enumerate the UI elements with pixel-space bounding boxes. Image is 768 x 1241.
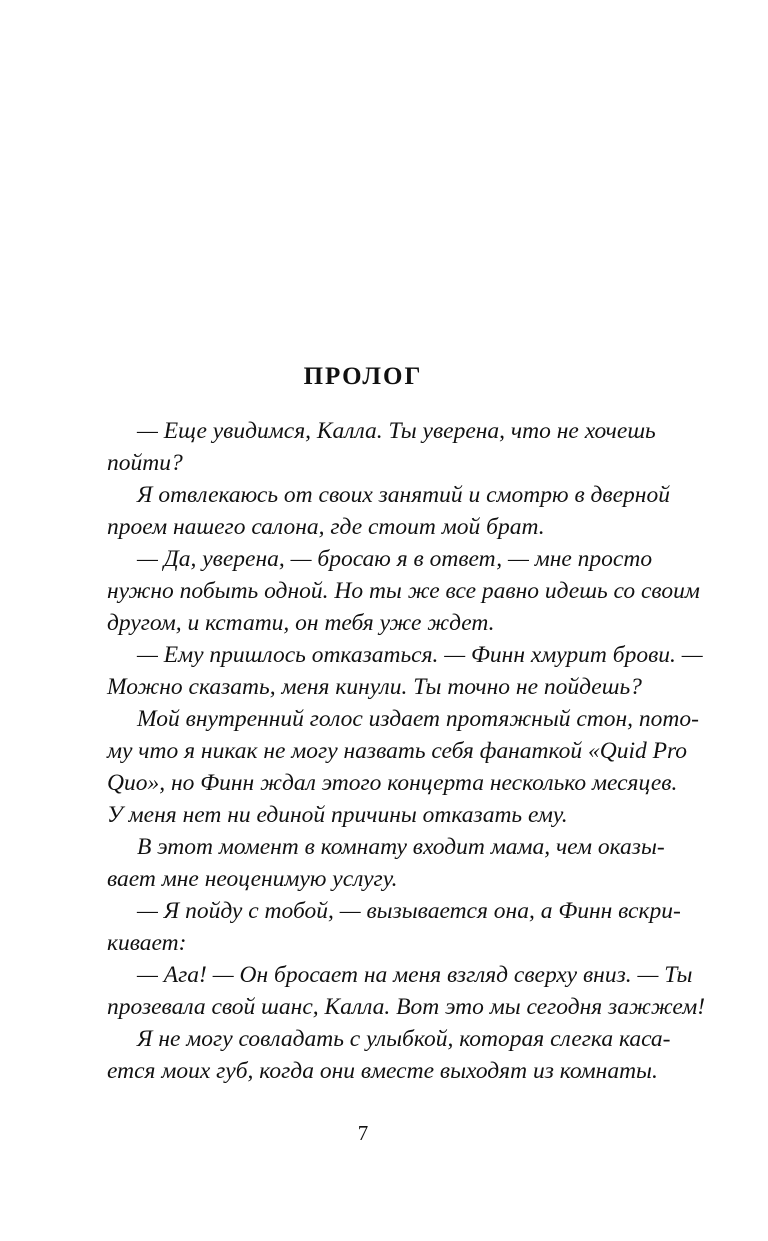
text-line: нужно побыть одной. Но ты же все равно идешь со своим: [107, 578, 700, 604]
paragraph: [77, 703, 699, 831]
text-line: прозевала свой шанс, Калла. Вот это мы сегодня зажжем!: [107, 994, 706, 1020]
text-line: — Еще увидимся, Калла. Ты уверена, что не хочешь: [137, 418, 656, 444]
paragraph: [77, 959, 706, 1023]
text-line: му что я никак не могу назвать себя фанаткой «Quid Pro: [107, 738, 687, 764]
text-line: Я отвлекаюсь от своих занятий и смотрю в дверной: [137, 482, 670, 508]
paragraph: [77, 639, 703, 703]
text-line: Можно сказать, меня кинули. Ты точно не пойдешь?: [107, 674, 642, 700]
paragraph: [77, 543, 700, 639]
text-line: Мой внутренний голос издает протяжный стон, пото-: [137, 706, 699, 732]
text-line: — Ага! — Он бросает на меня взгляд сверху вниз. — Ты: [137, 962, 693, 988]
text-line: — Да, уверена, — бросаю я в ответ, — мне просто: [137, 546, 653, 572]
chapter-title: ПРОЛОГ: [303, 363, 423, 390]
paragraph: [77, 831, 665, 895]
text-line: вает мне неоценимую услугу.: [107, 866, 398, 892]
paragraph: [77, 895, 681, 959]
text-line: пойти?: [107, 450, 183, 476]
text-line: ется моих губ, когда они вместе выходят из комнаты.: [107, 1058, 658, 1084]
chapter-body: [77, 415, 706, 1087]
page-number: 7: [357, 1121, 369, 1145]
paragraph: [77, 479, 670, 543]
text-line: Я не могу совладать с улыбкой, которая слегка каса-: [137, 1026, 671, 1052]
text-line: — Я пойду с тобой, — вызывается она, а Финн вскри-: [137, 898, 681, 924]
text-line: проем нашего салона, где стоит мой брат.: [107, 514, 545, 540]
text-line: В этот момент в комнату входит мама, чем оказы-: [137, 834, 665, 860]
text-line: другом, и кстати, он тебя уже ждет.: [107, 610, 495, 636]
text-line: — Ему пришлось отказаться. — Финн хмурит брови. —: [137, 642, 703, 668]
text-line: У меня нет ни единой причины отказать ему.: [107, 802, 568, 828]
text-line: Quo», но Финн ждал этого концерта несколько месяцев.: [107, 770, 678, 796]
paragraph: [77, 1023, 671, 1087]
paragraph: [77, 415, 656, 479]
text-line: кивает:: [107, 930, 187, 956]
